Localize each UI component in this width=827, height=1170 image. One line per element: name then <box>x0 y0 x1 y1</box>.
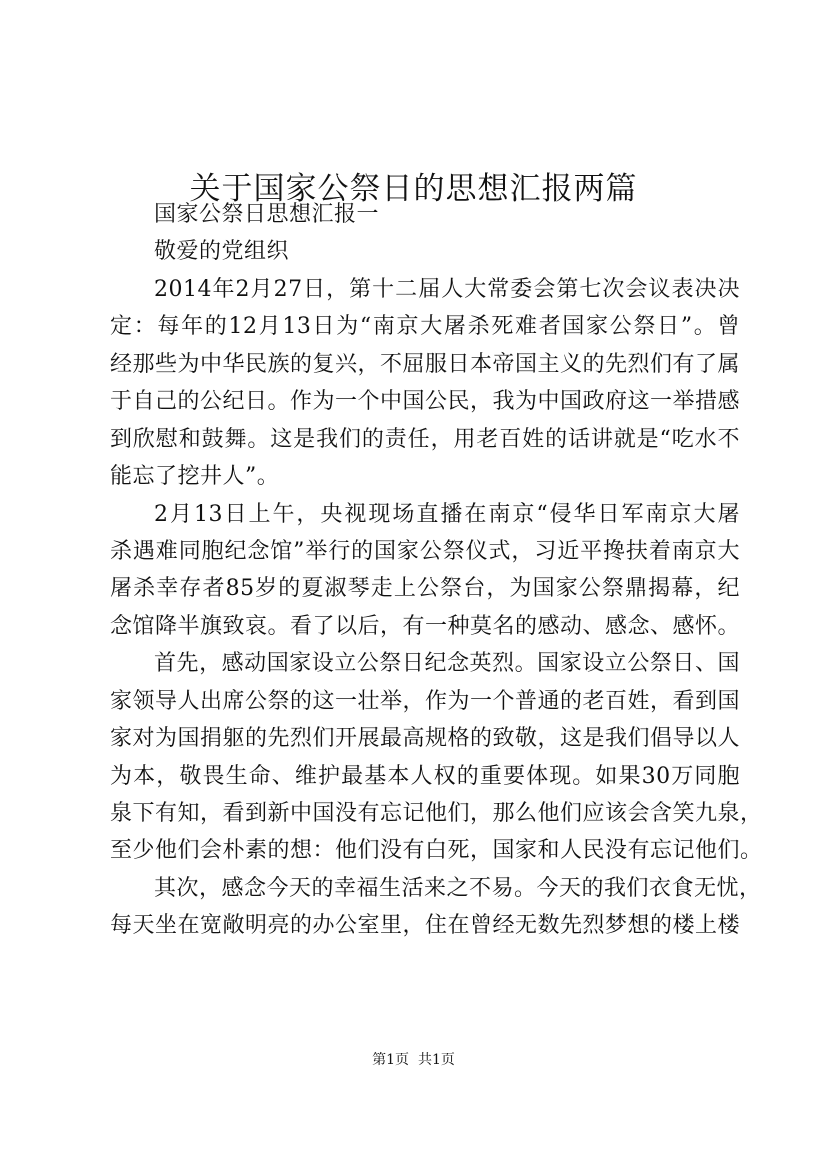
paragraph-line: 2014年2月27日，第十二届人大常委会第七次会议表决决 <box>154 276 740 302</box>
section-heading: 国家公祭日思想汇报一 <box>154 202 380 227</box>
paragraph-line: 首先，感动国家设立公祭日纪念英烈。国家设立公祭日、国 <box>154 651 740 677</box>
paragraph-line: 家对为国捐躯的先烈们开展最高规格的致敬，这是我们倡导以人 <box>110 726 741 752</box>
document-body <box>110 196 763 945</box>
paragraph-line: 于自己的公纪日。作为一个中国公民，我为中国政府这一举措感 <box>110 389 741 415</box>
paragraph-line: 其次，感念今天的幸福生活来之不易。今天的我们衣食无忧， <box>154 875 762 901</box>
paragraph-line: 至少他们会朴素的想：他们没有白死，国家和人民没有忘记他们。 <box>110 838 763 864</box>
page-footer <box>0 1050 827 1070</box>
paragraph-line: 定：每年的12月13日为“南京大屠杀死难者国家公祭日”。曾 <box>110 314 740 340</box>
paragraph-line: 泉下有知，看到新中国没有忘记他们，那么他们应该会含笑九泉， <box>110 801 763 826</box>
paragraph-line: 能忘了挖井人”。 <box>110 464 280 490</box>
paragraph-line: 为本，敬畏生命、维护最基本人权的重要体现。如果30万同胞 <box>110 763 740 789</box>
paragraph-line: 念馆降半旗致哀。看了以后，有一种莫名的感动、感念、感怀。 <box>110 613 741 639</box>
salutation: 敬爱的党组织 <box>154 239 290 265</box>
document-title: 关于国家公祭日的思想汇报两篇 <box>189 170 638 207</box>
page-number-label: 第1页 共1页 <box>372 1052 455 1068</box>
paragraph-line: 屠杀幸存者85岁的夏淑琴走上公祭台，为国家公祭鼎揭幕，纪 <box>110 576 740 602</box>
paragraph-line: 到欣慰和鼓舞。这是我们的责任，用老百姓的话讲就是“吃水不 <box>110 426 740 452</box>
paragraph-line: 每天坐在宽敞明亮的办公室里，住在曾经无数先烈梦想的楼上楼 <box>110 913 741 939</box>
paragraph-line: 2月13日上午，央视现场直播在南京“侵华日军南京大屠 <box>154 501 740 527</box>
paragraph-line: 杀遇难同胞纪念馆”举行的国家公祭仪式，习近平搀扶着南京大 <box>110 538 740 564</box>
paragraph-line: 家领导人出席公祭的这一壮举，作为一个普通的老百姓，看到国 <box>110 688 741 714</box>
paragraph-line: 经那些为中华民族的复兴，不屈服日本帝国主义的先烈们有了属 <box>110 351 741 377</box>
